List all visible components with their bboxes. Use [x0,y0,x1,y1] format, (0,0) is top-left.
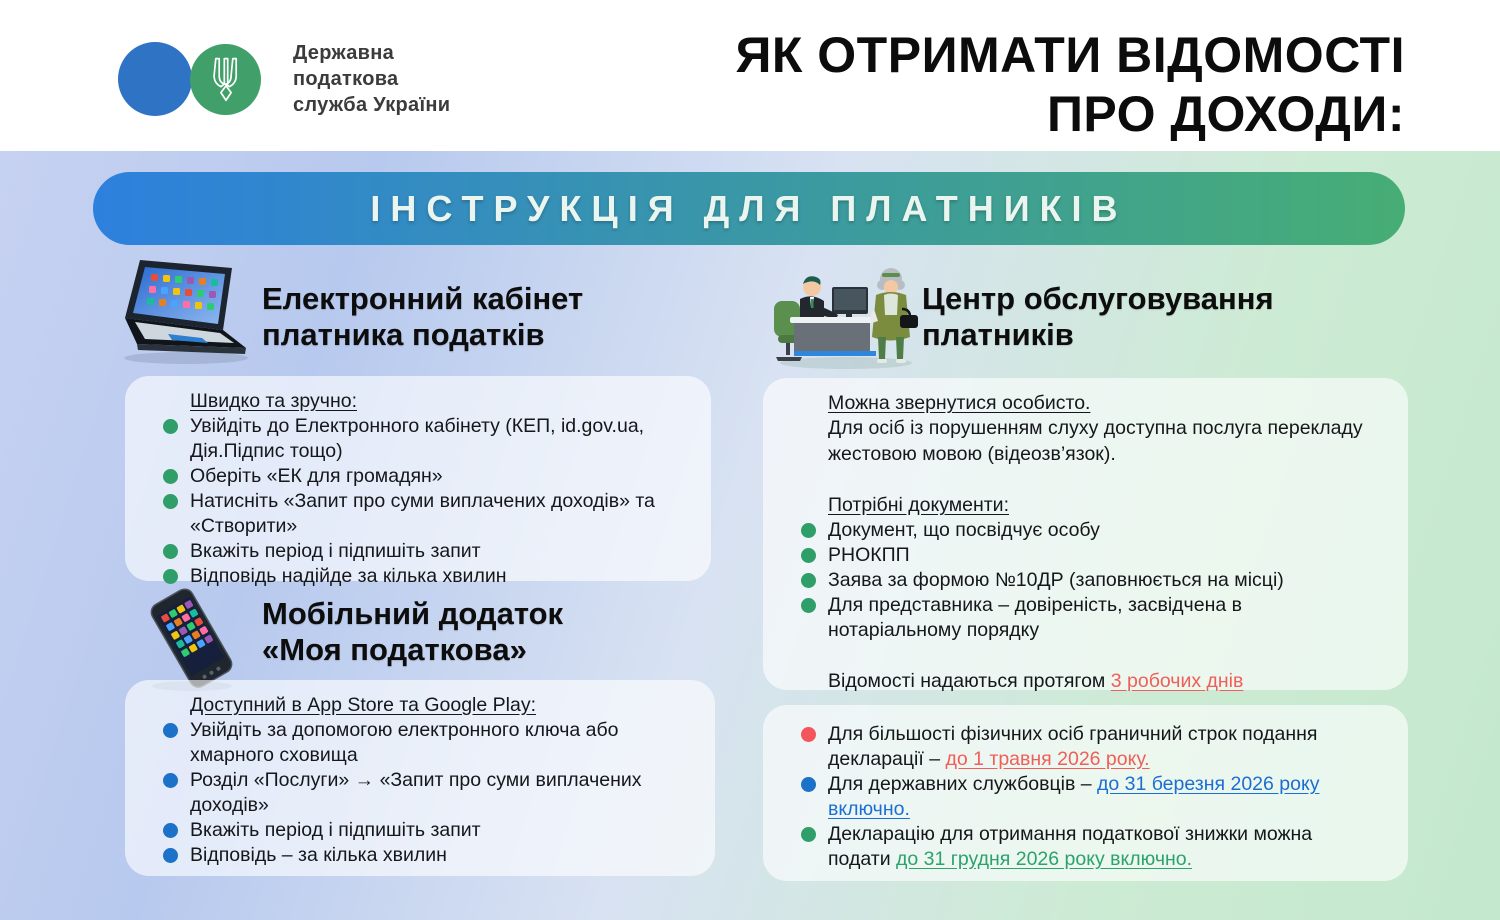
smartphone-icon [138,584,246,694]
processing-time-highlight: 3 робочих днів [1110,670,1244,692]
tax-service-logo [118,40,450,118]
list-item [801,722,1390,772]
list-item [801,568,1390,593]
bullet-dot [163,494,178,509]
bullet-dot [801,523,816,538]
list-item [801,543,1390,568]
deadline-date-highlight: до 1 травня 2026 року. [945,748,1150,770]
sign-language-note: Для осіб із порушенням слуху доступна послуга перекладу жестовою мовою (відеозв’язок). [828,417,1363,465]
list-item [163,539,693,564]
service-center-heading-line: Центр обслуговування [922,281,1274,316]
visit-title: Можна звернутися особисто. [828,392,1091,414]
list-item [163,818,697,843]
ecabinet-steps-list [163,414,693,589]
deadline-text: Для більшості фізичних осіб граничний строк подання декларації – [828,723,1318,770]
list-item [163,718,697,768]
list-item-text: Увійдіть до Електронного кабінету (КЕП, id.gov.ua, Дія.Підпис тощо) [190,415,645,462]
list-item [801,518,1390,543]
list-item-text: Відповідь надійде за кілька хвилин [190,565,507,587]
processing-time-note [828,669,1390,694]
deadline-text: Для державних службовців – [828,773,1097,795]
list-item-text: Заява за формою №10ДР (заповнюється на місці) [828,569,1284,591]
bullet-dot [163,773,178,788]
list-item [163,843,697,868]
list-item-text: Вкажіть період і підпишіть запит [190,540,481,562]
list-item-text: РНОКПП [828,544,910,566]
bullet-dot [801,827,816,842]
org-name-line: служба України [293,94,451,116]
logo-green-circle [190,44,261,115]
mobile-app-heading [262,596,563,668]
documents-list [801,518,1390,643]
list-item [163,414,693,464]
bullet-dot [163,419,178,434]
bullet-dot [163,469,178,484]
org-name [293,40,450,118]
list-item-text: Документ, що посвідчує особу [828,519,1100,541]
bullet-dot [801,548,816,563]
deadline-date-highlight: до 31 грудня 2026 року включно. [896,848,1193,870]
mobile-app-steps-list [163,718,697,868]
bullet-dot [801,777,816,792]
documents-title: Потрібні документи: [828,494,1009,516]
list-item-text: Оберіть «ЕК для громадян» [190,465,443,487]
instruction-banner [93,172,1405,245]
list-item [801,593,1390,643]
list-item-text: Відповідь – за кілька хвилин [190,844,447,866]
service-center-panel [763,378,1408,690]
deadlines-panel [763,705,1408,881]
ecabinet-heading [262,281,583,353]
list-item-text [828,822,1328,872]
bullet-dot [163,823,178,838]
ecabinet-panel [125,376,711,587]
instruction-banner-label: ІНСТРУКЦІЯ ДЛЯ ПЛАТНИКІВ [370,187,1128,229]
laptop-icon [110,254,262,369]
deadline-date-highlight: до 31 березня 2026 року включно. [828,773,1320,820]
org-name-line: Державна [293,42,395,64]
service-center-heading-line: платників [922,317,1074,352]
list-item [801,772,1390,822]
ecabinet-heading-line: платника податків [262,317,545,352]
list-item-text: Увійдіть за допомогою електронного ключа або хмарного сховища [190,719,619,766]
list-item-text: Вкажіть період і підпишіть запит [190,819,481,841]
bullet-dot [163,848,178,863]
deadlines-list [801,722,1390,872]
bullet-dot [801,573,816,588]
page-title [735,26,1405,144]
mobile-app-panel-title: Доступний в App Store та Google Play: [190,694,536,716]
list-item [163,768,697,818]
list-item [801,822,1390,872]
list-item-text [828,722,1328,772]
ecabinet-heading-line: Електронний кабінет [262,281,584,316]
trident-icon [209,55,243,103]
bullet-dot [801,598,816,613]
list-item [163,464,693,489]
list-item [163,489,693,539]
logo-blue-circle [118,42,192,116]
bullet-dot [163,723,178,738]
service-center-heading [922,281,1274,353]
processing-time-text: Відомості надаються протягом [828,670,1111,692]
page-title-line: ПРО ДОХОДИ: [1046,86,1405,142]
bullet-dot [163,569,178,584]
list-item-text: Для представника – довіреність, засвідчена в нотаріальному порядку [828,594,1242,641]
header [0,0,1500,151]
deadline-text: Декларацію для отримання податкової знижки можна подати [828,823,1313,870]
org-name-line: податкова [293,68,399,90]
bullet-dot [801,727,816,742]
page-title-line: ЯК ОТРИМАТИ ВІДОМОСТІ [735,27,1405,83]
mobile-app-heading-line: «Моя податкова» [262,632,527,667]
ecabinet-panel-title: Швидко та зручно: [190,390,357,412]
bullet-dot [163,544,178,559]
list-item-text: Розділ «Послуги» → «Запит про суми виплачених доходів» [190,769,642,816]
list-item-text: Натисніть «Запит про суми виплачених доходів» та «Створити» [190,490,655,537]
mobile-app-panel [125,680,715,876]
list-item-text [828,772,1328,822]
mobile-app-heading-line: Мобільний додаток [262,596,564,631]
service-center-illustration [770,257,922,371]
